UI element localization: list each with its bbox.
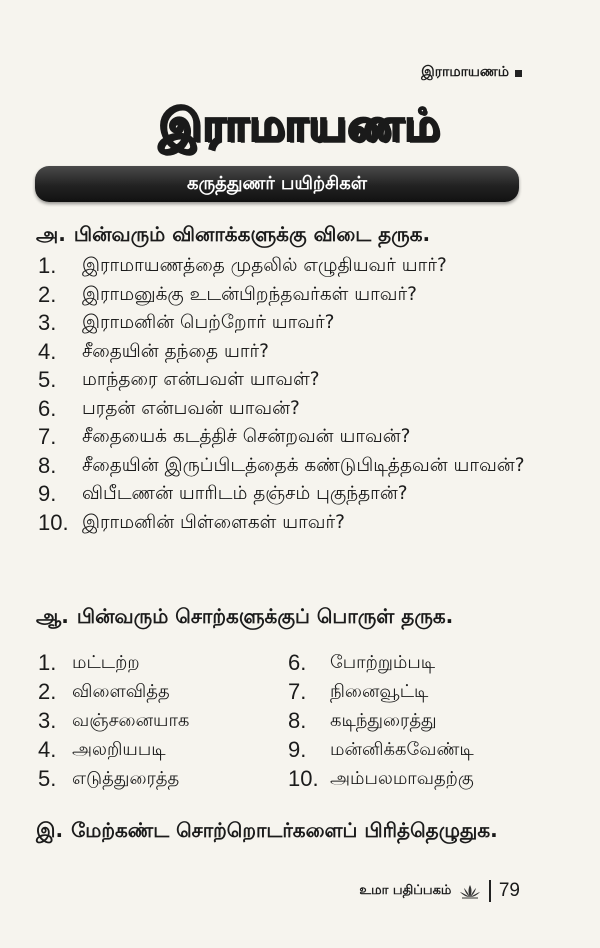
list-item bbox=[38, 252, 558, 281]
item-number: 5. bbox=[38, 766, 57, 791]
item-text: சீதையின் தந்தை யார்? bbox=[82, 340, 269, 362]
list-item bbox=[38, 423, 558, 452]
list-item bbox=[38, 309, 558, 338]
word-list-left bbox=[38, 648, 288, 793]
section-c-heading bbox=[36, 818, 498, 845]
item-number: 10. bbox=[288, 766, 319, 791]
item-text: இராமனின் பிள்ளைகள் யாவர்? bbox=[82, 511, 345, 533]
page-number: 79 bbox=[498, 880, 520, 901]
item-number: 10. bbox=[38, 509, 69, 535]
publisher-name: உமா பதிப்பகம் bbox=[359, 883, 452, 898]
item-number: 4. bbox=[38, 737, 57, 762]
item-text: விளைவித்த bbox=[72, 681, 170, 702]
item-number: 8. bbox=[38, 452, 57, 478]
list-item bbox=[38, 509, 558, 538]
list-item bbox=[38, 735, 288, 764]
section-a-heading-text: பின்வரும் வினாக்களுக்கு விடை தருக. bbox=[73, 222, 431, 246]
item-text: மன்னிக்கவேண்டி bbox=[330, 739, 474, 760]
item-text: அம்பலமாவதற்கு bbox=[330, 768, 474, 789]
item-text: மட்டற்ற bbox=[72, 652, 140, 673]
item-text: இராமனின் பெற்றோர் யாவர்? bbox=[82, 312, 335, 333]
list-item bbox=[288, 706, 538, 735]
page-title: இராமாயணம் bbox=[158, 100, 442, 151]
section-c-label: இ. bbox=[36, 818, 64, 842]
item-text: இராமாயணத்தை முதலில் எழுதியவர் யார்? bbox=[82, 255, 447, 276]
section-b-heading-text: பின்வரும் சொற்களுக்குப் பொருள் தருக. bbox=[76, 604, 454, 628]
item-text: எடுத்துரைத்த bbox=[72, 768, 180, 789]
banner-text: கருத்துணர் பயிற்சிகள் bbox=[186, 172, 368, 194]
running-head bbox=[421, 64, 522, 82]
item-text: இராமனுக்கு உடன்பிறந்தவர்கள் யாவர்? bbox=[82, 283, 417, 305]
list-item bbox=[288, 735, 538, 764]
section-a-heading bbox=[36, 222, 430, 249]
item-number: 3. bbox=[38, 708, 57, 733]
item-text: விபீடணன் யாரிடம் தஞ்சம் புகுந்தான்? bbox=[82, 483, 408, 504]
list-item bbox=[38, 452, 558, 481]
question-list bbox=[38, 252, 558, 537]
item-text: அலறியபடி bbox=[72, 739, 166, 760]
item-number: 7. bbox=[288, 679, 307, 704]
list-item bbox=[38, 338, 558, 367]
item-number: 5. bbox=[38, 367, 57, 392]
item-number: 9. bbox=[38, 481, 57, 506]
list-item bbox=[38, 281, 558, 310]
section-b-label: ஆ. bbox=[36, 604, 69, 628]
page-footer bbox=[359, 880, 520, 902]
section-c-heading-text: மேற்கண்ட சொற்றொடர்களைப் பிரித்தெழுதுக. bbox=[71, 818, 498, 842]
word-list-right bbox=[288, 648, 538, 793]
item-text: வஞ்சனையாக bbox=[72, 710, 190, 731]
item-number: 3. bbox=[38, 310, 57, 335]
list-item bbox=[38, 395, 558, 424]
item-text: நினைவூட்டி bbox=[330, 681, 429, 702]
item-text: மாந்தரை என்பவள் யாவள்? bbox=[82, 369, 320, 390]
item-text: சீதையைக் கடத்திச் சென்றவன் யாவன்? bbox=[82, 426, 411, 447]
item-number: 7. bbox=[38, 424, 57, 449]
list-item bbox=[38, 366, 558, 395]
item-number: 6. bbox=[288, 650, 307, 675]
section-a-label: அ. bbox=[36, 222, 66, 246]
lotus-icon bbox=[459, 883, 481, 899]
square-bullet-icon bbox=[515, 70, 522, 77]
list-item bbox=[288, 764, 538, 793]
item-text: சீதையின் இருப்பிடத்தைக் கண்டுபிடித்தவன் யாவன்? bbox=[82, 454, 525, 476]
list-item bbox=[38, 706, 288, 735]
item-text: பரதன் என்பவன் யாவன்? bbox=[82, 397, 300, 419]
list-item bbox=[38, 480, 558, 509]
item-number: 2. bbox=[38, 679, 57, 704]
item-number: 1. bbox=[38, 253, 57, 278]
item-number: 9. bbox=[288, 737, 307, 762]
section-banner bbox=[35, 166, 519, 202]
item-text: போற்றும்படி bbox=[330, 652, 436, 673]
list-item bbox=[288, 648, 538, 677]
list-item bbox=[38, 677, 288, 706]
item-number: 6. bbox=[38, 395, 57, 421]
item-number: 4. bbox=[38, 338, 57, 364]
item-number: 2. bbox=[38, 281, 57, 307]
item-text: கடிந்துரைத்து bbox=[330, 710, 437, 731]
section-b-heading bbox=[36, 604, 453, 631]
list-item bbox=[38, 648, 288, 677]
item-number: 8. bbox=[288, 708, 307, 733]
list-item bbox=[288, 677, 538, 706]
list-item bbox=[38, 764, 288, 793]
footer-divider bbox=[489, 880, 491, 902]
running-head-text: இராமாயணம் bbox=[421, 64, 509, 80]
item-number: 1. bbox=[38, 650, 57, 675]
